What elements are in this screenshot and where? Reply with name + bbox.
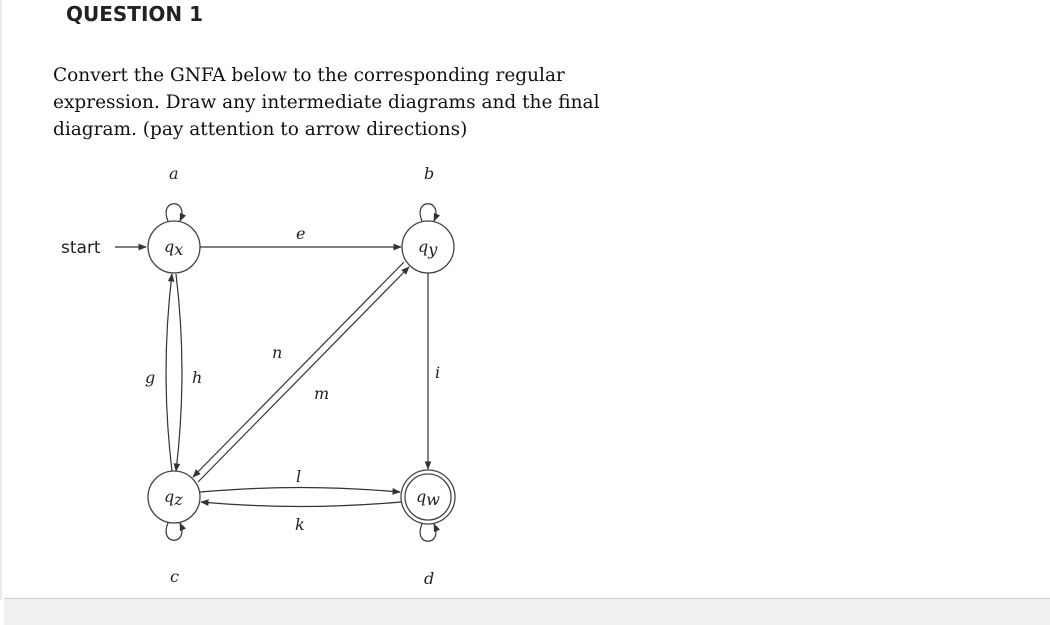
loop-qw	[420, 524, 436, 541]
edge-qy-qz-label: n	[272, 343, 283, 362]
edge-qz-qw	[200, 488, 400, 493]
state-qz	[148, 471, 200, 523]
svg-text:qz: qz	[164, 487, 183, 509]
prompt-line: diagram. (pay attention to arrow directions)	[53, 119, 468, 140]
loop-qx	[166, 204, 182, 221]
edge-qw-qz	[201, 502, 401, 507]
state-qy	[402, 221, 454, 273]
svg-text:qy: qy	[418, 237, 438, 259]
edge-qz-qw-label: l	[296, 467, 302, 486]
loop-qw-label: d	[424, 569, 435, 588]
prompt-line: Convert the GNFA below to the corresponding regular	[53, 65, 565, 86]
edge-qz-qx	[166, 274, 172, 471]
edge-qx-qz-label: h	[192, 368, 203, 387]
edge-qz-qy	[198, 267, 409, 482]
start-label: start	[61, 238, 101, 258]
loop-qy-label: b	[424, 164, 435, 183]
edge-qy-qw-label: i	[435, 363, 441, 382]
question-title: QUESTION 1	[66, 2, 204, 26]
edge-qz-qx-label: g	[145, 368, 156, 387]
edge-qz-qy-label: m	[314, 384, 330, 403]
prompt-line: expression. Draw any intermediate diagrams and the final	[53, 92, 600, 113]
edge-qx-qy-label: e	[296, 224, 306, 243]
edge-qw-qz-label: k	[295, 515, 305, 534]
loop-qz-label: c	[170, 567, 179, 586]
answer-area[interactable]	[4, 598, 1050, 625]
state-qx	[148, 221, 200, 273]
loop-qy	[420, 204, 436, 221]
loop-qx-label: a	[169, 164, 179, 183]
state-qw-accepting	[401, 470, 455, 524]
svg-text:qx: qx	[164, 237, 184, 259]
edge-qx-qz	[176, 274, 182, 471]
edge-qy-qz	[193, 262, 404, 477]
svg-text:qw: qw	[416, 487, 440, 509]
loop-qz	[166, 523, 182, 540]
